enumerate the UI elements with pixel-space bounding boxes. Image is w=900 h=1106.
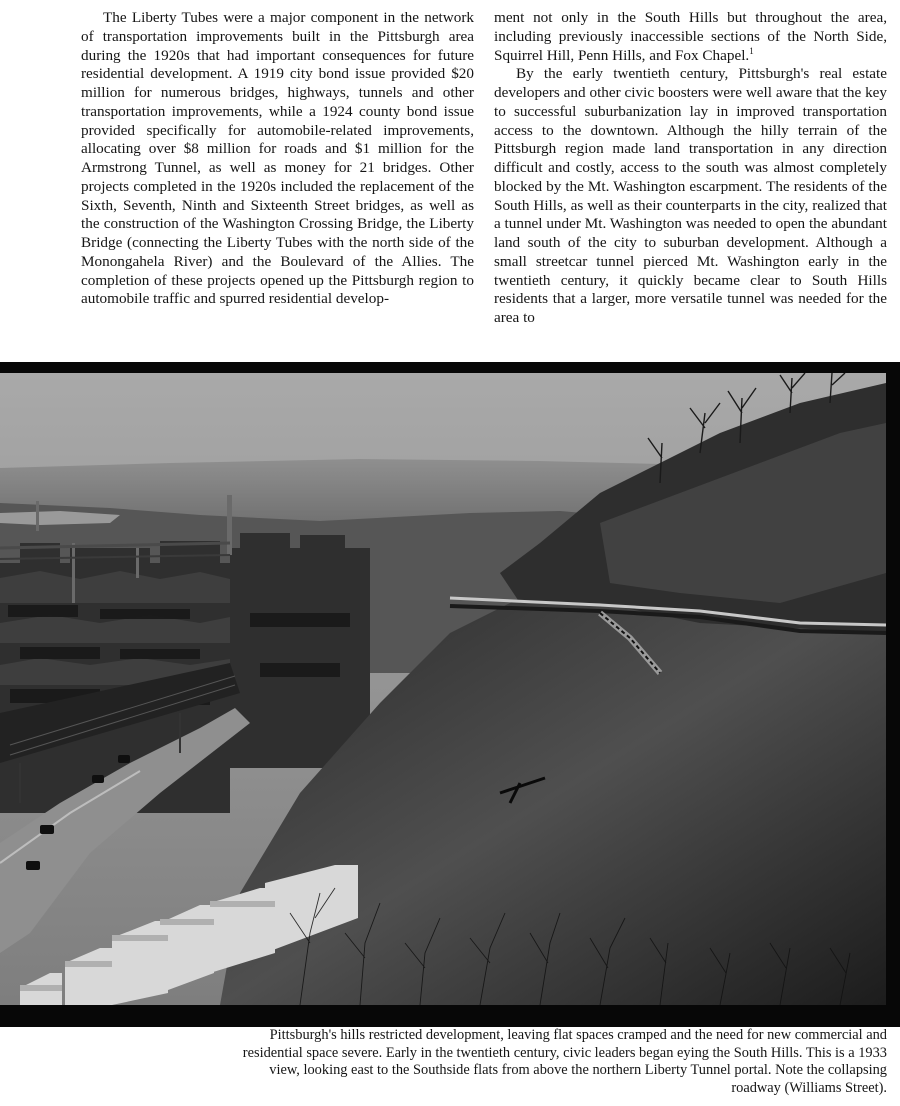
- body-paragraph: By the early twentieth century, Pittsburgh's real estate developers and other civic boosters were well aware that the key to successful suburbanization lay in improved transportation access to the downtown. Although the hilly terrain of the Pittsburgh region made land transportation in any direction difficult and costly, access to the south was almost completely blocked by the Mt. Washington escarpment. The residents of the South Hills, as well as their counterparts in the city, realized that a tunnel under Mt. Washington was needed to open the abundant land south of the city to suburban development. Although a small streetcar tunnel pierced Mt. Washington early in the twentieth century, it quickly became clear to South Hills residents that a larger, more versatile tunnel was needed for the area to: [494, 65, 887, 326]
- body-paragraph-continued: [494, 9, 887, 65]
- historical-photograph: [0, 373, 886, 1005]
- body-paragraph: The Liberty Tubes were a major component in the network of transportation improvements built in the Pittsburgh area during the 1920s that had important consequences for future residential development. A 1919 city bond issue provided $20 million for numerous bridges, highways, tunnels and other transportation improvements, while a 1924 county bond issue provided specifically for automobile-related improvements, allocating over $8 million for roads and $1 million for the Armstrong Tunnel, as well as money for 21 bridges. Other projects completed in the 1920s included the replacement of the Sixth, Seventh, Ninth and Sixteenth Street bridges, as well as the construction of the Washington Crossing Bridge, the Liberty Bridge (connecting the Liberty Tubes with the north side of the Monongahela River) and the Boulevard of the Allies. The completion of these projects opened up the Pittsburgh region to automobile traffic and spurred residential develop-: [81, 9, 474, 308]
- text-column-left: [81, 9, 474, 349]
- figure-caption: Pittsburgh's hills restricted development, leaving flat spaces cramped and the need for new commercial and residential space severe. Early in the twentieth century, civic leaders began eying the South Hills. This is a 1933 view, looking east to the Southside flats from above the northern Liberty Tunnel portal. Note the collapsing roadway (Williams Street).: [242, 1027, 887, 1096]
- footnote-marker: 1: [749, 45, 754, 56]
- text-column-right: [494, 9, 887, 349]
- body-paragraph-continued-text: ment not only in the South Hills but throughout the area, including previously inaccessible sections of the North Side, Squirrel Hill, Penn Hills, and Fox Chapel.: [494, 9, 887, 64]
